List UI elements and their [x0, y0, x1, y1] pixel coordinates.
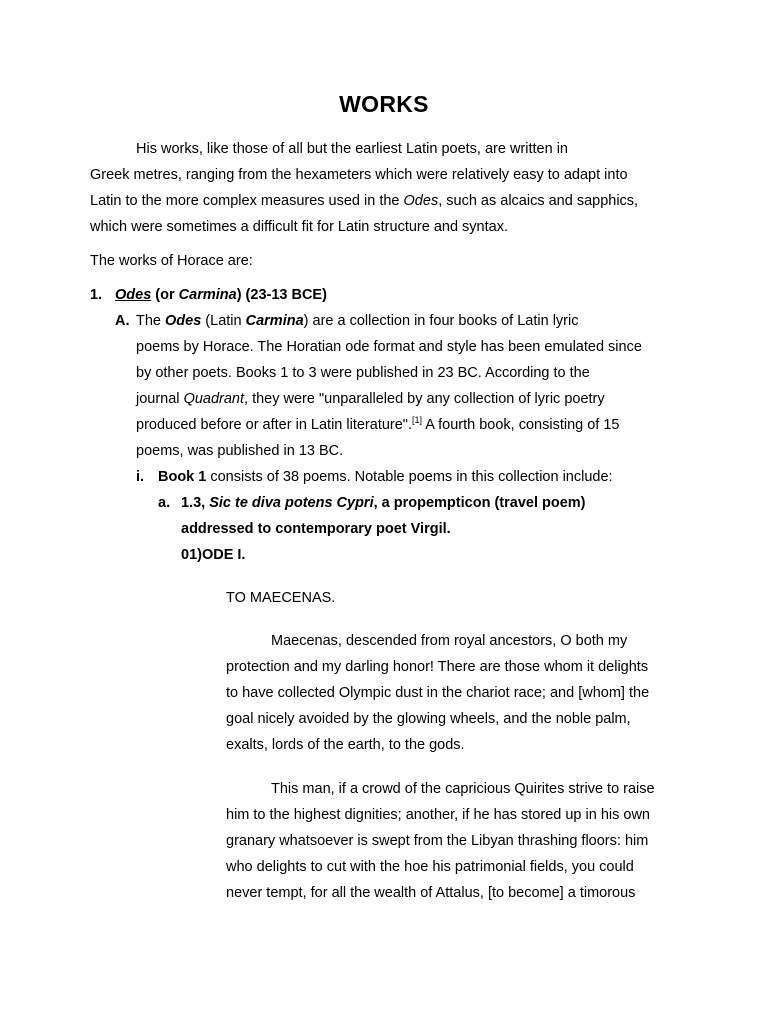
intro-line-2: Greek metres, ranging from the hexameters which were relatively easy to adapt into: [90, 167, 628, 183]
text: The: [136, 313, 166, 329]
works-intro: The works of Horace are:: [90, 253, 253, 269]
list-marker-a: a.: [158, 495, 171, 511]
poem-title-italic: Sic te diva potens Cypri: [209, 495, 374, 511]
heading-dates: ) (23-13 BCE): [236, 287, 327, 303]
para2-line: This man, if a crowd of the capricious Quirites strive to raise: [271, 781, 655, 797]
odes-italic: Odes: [403, 193, 439, 209]
para1-line: Maecenas, descended from royal ancestors, O both my: [271, 633, 628, 649]
intro-line-3: [90, 192, 638, 210]
quadrant-italic: Quadrant: [183, 391, 245, 407]
item-A-line-3: by other poets. Books 1 to 3 were published in 23 BC. According to the: [136, 365, 590, 381]
list-marker-1: 1.: [90, 287, 103, 303]
item-a-line-1: [181, 494, 586, 512]
item-i-line: [158, 468, 613, 486]
intro-line-1: His works, like those of all but the earliest Latin poets, are written in: [136, 141, 568, 157]
dedication: TO MAECENAS.: [226, 590, 336, 606]
odes-bold-italic: Odes: [165, 313, 202, 329]
text: produced before or after in Latin literature".: [136, 417, 412, 433]
carmina-bold-italic: Carmina: [245, 313, 304, 329]
list-marker-i: i.: [136, 469, 145, 485]
page-title: WORKS: [339, 91, 429, 117]
item-A-line-4: [136, 390, 605, 408]
item-A-line-1: [136, 312, 578, 330]
text: , a propempticon (travel poem): [373, 495, 586, 511]
text: (Latin: [201, 313, 246, 329]
text: journal: [136, 391, 184, 407]
intro-text: Latin to the more complex measures used in the: [90, 193, 404, 209]
para1-line: exalts, lords of the earth, to the gods.: [226, 737, 465, 753]
text: consists of 38 poems. Notable poems in this collection include:: [206, 469, 613, 485]
carmina-italic: Carmina: [178, 287, 237, 303]
odes-link: Odes: [115, 287, 152, 303]
footnote-ref[interactable]: [1]: [411, 415, 422, 426]
para2-line: him to the highest dignities; another, if he has stored up in his own: [226, 807, 650, 823]
text: , they were "unparalleled by any collection of lyric poetry: [244, 391, 605, 407]
text: A fourth book, consisting of 15: [422, 417, 620, 433]
intro-text: , such as alcaics and sapphics,: [438, 193, 639, 209]
item-1-heading: [115, 286, 327, 304]
item-A-line-2: poems by Horace. The Horatian ode format and style has been emulated since: [136, 339, 642, 355]
para2-line: granary whatsoever is swept from the Libyan thrashing floors: him: [226, 833, 649, 849]
text: ) are a collection in four books of Latin lyric: [303, 313, 579, 329]
text: 1.3,: [181, 495, 210, 511]
para2-line: never tempt, for all the wealth of Attalus, [to become] a timorous: [226, 885, 636, 901]
intro-line-4: which were sometimes a difficult fit for Latin structure and syntax.: [90, 219, 508, 235]
list-marker-A: A.: [115, 313, 130, 329]
heading-text: (or: [151, 287, 179, 303]
item-a-line-2: addressed to contemporary poet Virgil.: [181, 521, 451, 537]
para1-line: goal nicely avoided by the glowing wheels, and the noble palm,: [226, 711, 631, 727]
ode-heading: 01)ODE I.: [181, 547, 246, 563]
para1-line: to have collected Olympic dust in the chariot race; and [whom] the: [226, 685, 650, 701]
item-A-line-6: poems, was published in 13 BC.: [136, 443, 344, 459]
book-1-bold: Book 1: [158, 469, 207, 485]
para1-line: protection and my darling honor! There are those whom it delights: [226, 659, 649, 675]
item-A-line-5: [136, 416, 620, 434]
para2-line: who delights to cut with the hoe his patrimonial fields, you could: [226, 859, 634, 875]
